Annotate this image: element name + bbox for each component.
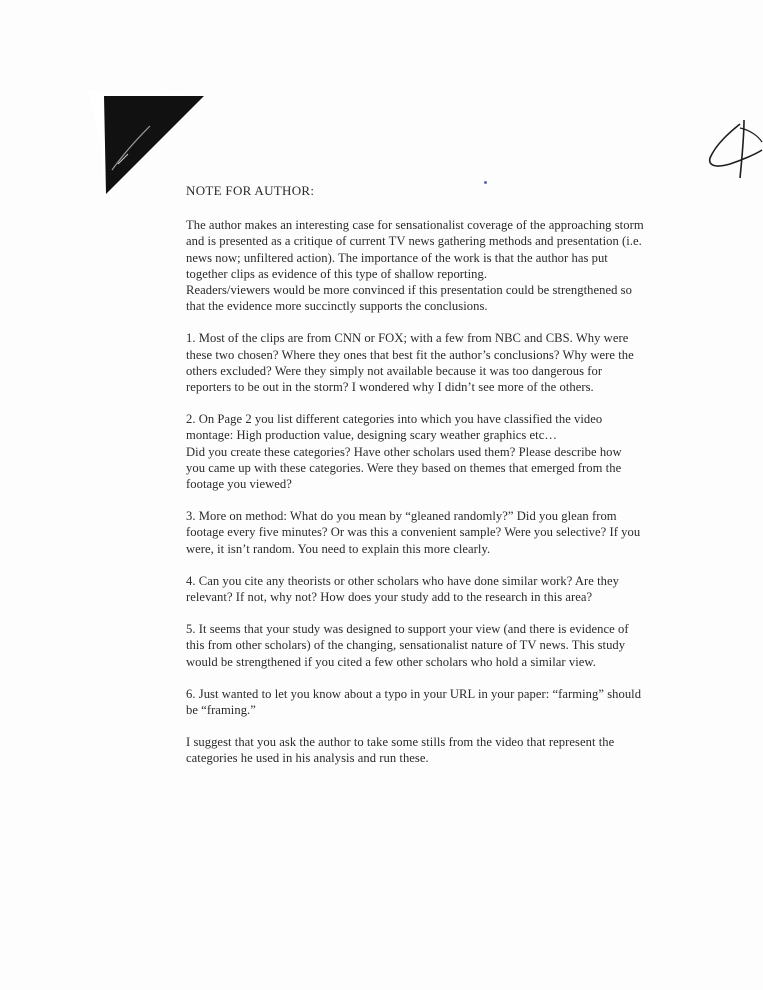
text-line: 1. Most of the clips are from CNN or FOX; with a few from NBC and CBS. Why were xyxy=(186,331,629,346)
text-line: and is presented as a critique of current TV news gathering methods and presentation (i.e. xyxy=(186,234,642,249)
text-line: The author makes an interesting case for sensationalist coverage of the approaching storm xyxy=(186,218,644,233)
text-line: I suggest that you ask the author to take some stills from the video that represent the xyxy=(186,735,615,750)
text-line: Did you create these categories? Have other scholars used them? Please describe how xyxy=(186,444,622,459)
text-line: reporters to be out in the storm? I wondered why I didn’t see more of the others. xyxy=(186,380,594,395)
point-1-paragraph xyxy=(186,330,746,395)
point-4-paragraph xyxy=(186,573,746,605)
handwritten-mark-icon xyxy=(700,118,763,184)
text-line: montage: High production value, designing scary weather graphics etc… xyxy=(186,428,558,443)
text-line: 3. More on method: What do you mean by “gleaned randomly?” Did you glean from xyxy=(186,509,617,524)
text-line: 6. Just wanted to let you know about a typo in your URL in your paper: “farming” should xyxy=(186,686,642,701)
text-line: were, it isn’t random. You need to explain this more clearly. xyxy=(186,541,491,556)
text-line: 2. On Page 2 you list different categories into which you have classified the video xyxy=(186,412,603,427)
intro-paragraph xyxy=(186,217,746,314)
text-line: you came up with these categories. Were they based on themes that emerged from the xyxy=(186,460,622,475)
text-line: Readers/viewers would be more convinced if this presentation could be strengthened so xyxy=(186,283,632,298)
text-line: these two chosen? Where they ones that best fit the author’s conclusions? Why were the xyxy=(186,347,634,362)
text-line: categories he used in his analysis and run these. xyxy=(186,751,429,766)
text-line: this from other scholars) of the changing, sensationalist nature of TV news. This study xyxy=(186,638,626,653)
note-content xyxy=(186,183,746,767)
text-line: footage you viewed? xyxy=(186,477,292,492)
point-2-paragraph xyxy=(186,411,746,492)
text-line: would be strengthened if you cited a few other scholars who hold a similar view. xyxy=(186,654,596,669)
text-line: be “framing.” xyxy=(186,703,256,718)
text-line: others excluded? Were they simply not available because it was too dangerous for xyxy=(186,363,603,378)
text-line: together clips as evidence of this type of shallow reporting. xyxy=(186,266,488,281)
folded-corner-mark xyxy=(88,90,206,196)
point-6-paragraph xyxy=(186,686,746,718)
text-line: 5. It seems that your study was designed to support your view (and there is evidence of xyxy=(186,622,629,637)
note-heading: NOTE FOR AUTHOR: xyxy=(186,183,315,198)
closing-paragraph xyxy=(186,734,746,766)
text-line: news now; unfiltered action). The importance of the work is that the author has put xyxy=(186,250,608,265)
text-line: 4. Can you cite any theorists or other scholars who have done similar work? Are they xyxy=(186,573,619,588)
point-3-paragraph xyxy=(186,508,746,557)
point-5-paragraph xyxy=(186,621,746,670)
text-line: footage every five minutes? Or was this a convenient sample? Were you selective? If you xyxy=(186,525,641,540)
text-line: relevant? If not, why not? How does your study add to the research in this area? xyxy=(186,590,593,605)
text-line: that the evidence more succinctly supports the conclusions. xyxy=(186,299,488,314)
